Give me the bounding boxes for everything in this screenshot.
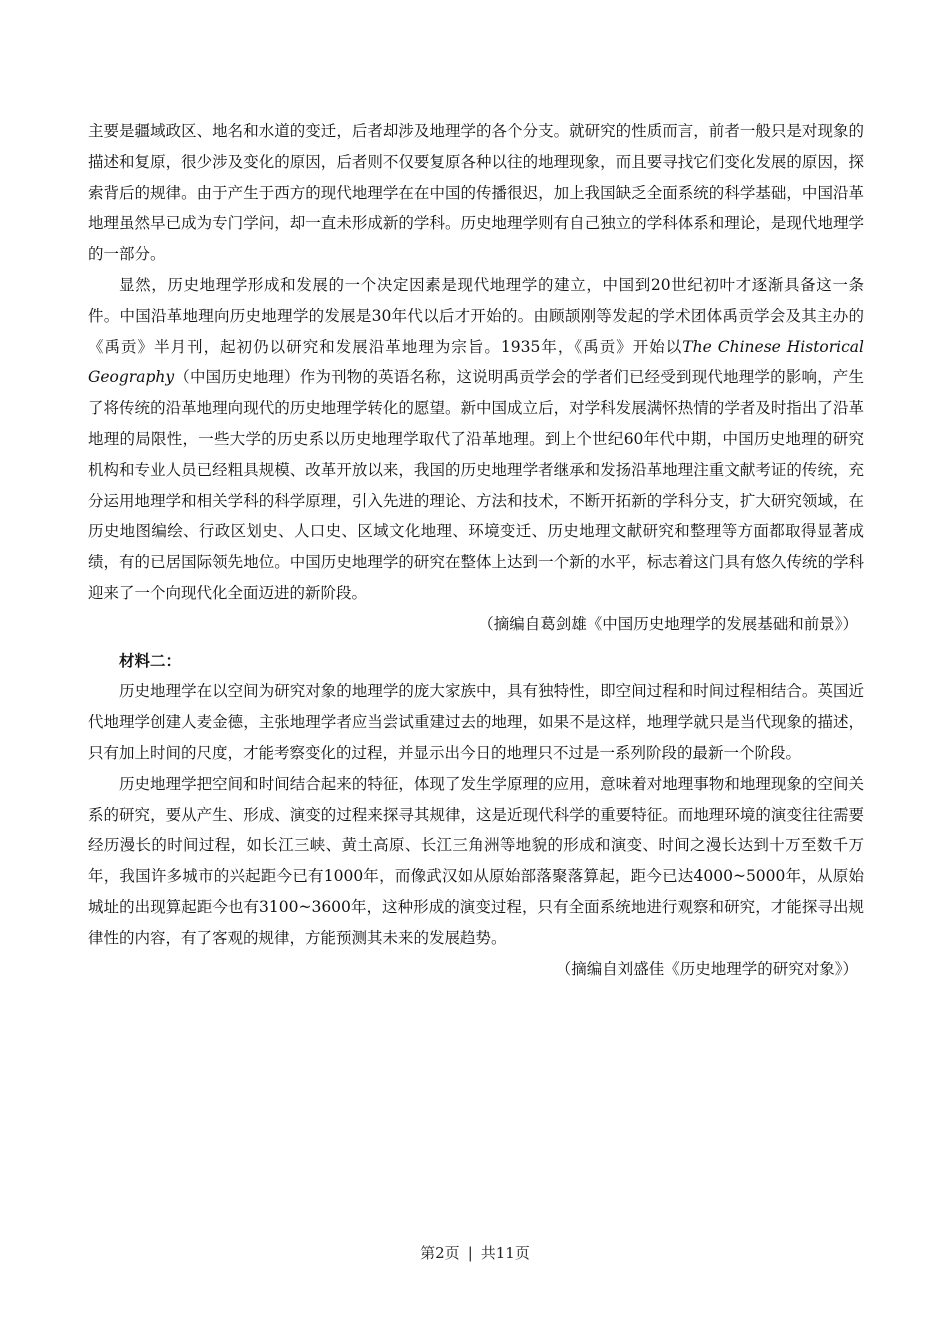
material2-heading: 材料二： <box>119 650 182 670</box>
material1-paragraph-2 <box>88 270 864 609</box>
material2-source-citation: （摘编自刘盛佳《历史地理学的研究对象》） <box>555 959 858 978</box>
material1-paragraph-1: 主要是疆域政区、地名和水道的变迁，后者却涉及地理学的各个分支。就研究的性质而言，前者一般只是对现象的描述和复原，很少涉及变化的原因，后者则不仅要复原各种以往的地理现象，而且要寻找它们变化发展的原因，探索背后的规律。由于产生于西方的现代地理学在在中国的传播很迟，加上我国缺乏全面系统的科学基础，中国沿革地理虽然早已成为专门学问，却一直未形成新的学科。历史地理学则有自己独立的学科体系和理论，是现代地理学的一部分。 <box>88 122 864 264</box>
page-number: 第2页 <box>420 1244 460 1262</box>
material2-paragraph-2: 历史地理学把空间和时间结合起来的特征，体现了发生学原理的应用，意味着对地理事物和地理现象的空间关系的研究，要从产生、形成、演变的过程来探寻其规律，这是近现代科学的重要特征。而地理环境的演变往往需要经历漫长的时间过程，如长江三峡、黄土高原、长江三角洲等地貌的形成和演变、时间之漫长达到十万至数千万年，我国许多城市的兴起距今已有1000年，而像武汉如从原始部落聚落算起，距今已达4000~5000年，从原始城址的出现算起距今也有3100~3600年，这种形成的演变过程，只有全面系统地进行观察和研究，才能探寻出规律性的内容，有了客观的规律，方能预测其未来的发展趋势。 <box>88 774 864 947</box>
footer-separator: | <box>467 1244 473 1262</box>
page-total: 共11页 <box>480 1244 530 1262</box>
document-body <box>88 116 864 984</box>
page-footer <box>0 1242 950 1263</box>
material1-paragraph-2-part-a: 显然，历史地理学形成和发展的一个决定因素是现代地理学的建立，中国到20世纪初叶才逐渐具备这一条件。中国沿革地理向历史地理学的发展是30年代以后才开始的。由顾颉刚等发起的学术团体禹贡学会及其主办的《禹贡》半月刊，起初仍以研究和发展沿革地理为宗旨。1935年，《禹贡》开始以 <box>88 275 864 356</box>
material1-source-citation: （摘编自葛剑雄《中国历史地理学的发展基础和前景》） <box>478 614 858 633</box>
journal-english-title: The Chinese Historical Geography <box>88 337 864 387</box>
material2-paragraph-1: 历史地理学在以空间为研究对象的地理学的庞大家族中，具有独特性，即空间过程和时间过程相结合。英国近代地理学创建人麦金德，主张地理学者应当尝试重建过去的地理，如果不是这样，地理学就只是当代现象的描述，只有加上时间的尺度，才能考察变化的过程，并显示出今日的地理只不过是一系列阶段的最新一个阶段。 <box>88 682 864 762</box>
material1-paragraph-2-part-b: （中国历史地理）作为刊物的英语名称，这说明禹贡学会的学者们已经受到现代地理学的影响，产生了将传统的沿革地理向现代的历史地理学转化的愿望。新中国成立后，对学科发展满怀热情的学者及时指出了沿革地理的局限性，一些大学的历史系以历史地理学取代了沿革地理。到上个世纪60年代中期，中国历史地理的研究机构和专业人员已经粗具规模、改革开放以来，我国的历史地理学者继承和发扬沿革地理注重文献考证的传统，充分运用地理学和相关学科的科学原理，引入先进的理论、方法和技术，不断开拓新的学科分支，扩大研究领域，在历史地图编绘、行政区划史、人口史、区域文化地理、环境变迁、历史地理文献研究和整理等方面都取得显著成绩，有的已居国际领先地位。中国历史地理学的研究在整体上达到一个新的水平，标志着这门具有悠久传统的学科迎来了一个向现代化全面迈进的新阶段。 <box>88 368 864 602</box>
